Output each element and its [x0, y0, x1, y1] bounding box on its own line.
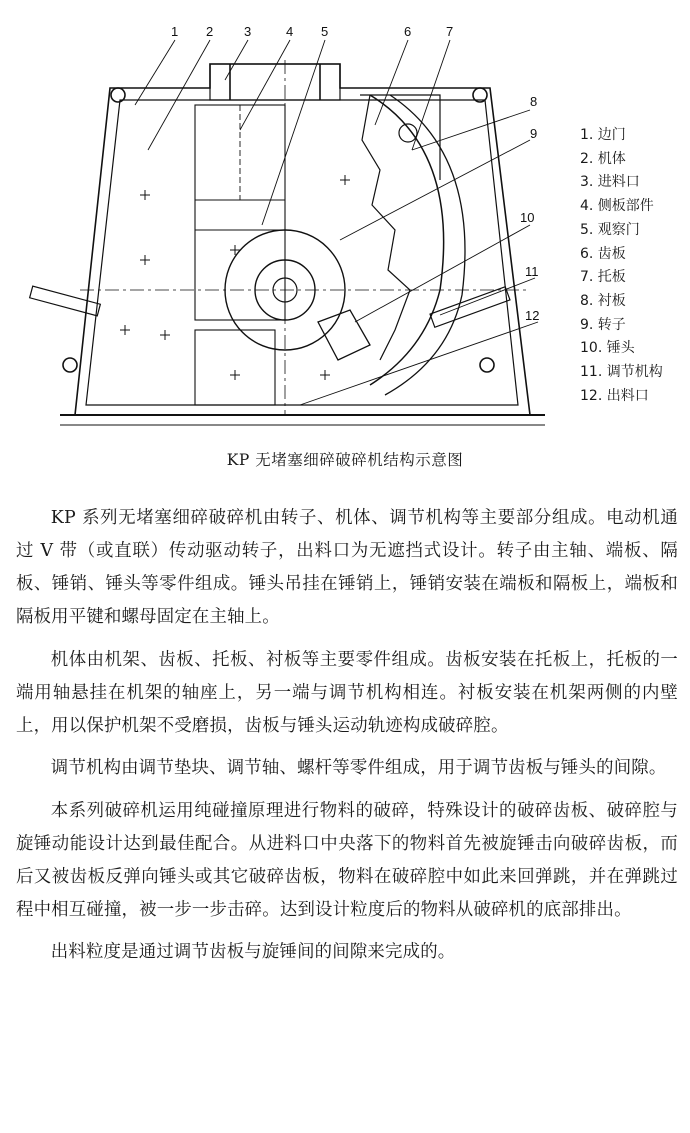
legend-item: 6. 齿板 — [580, 245, 626, 262]
callout-8: 8 — [530, 94, 538, 109]
legend-item: 5. 观察门 — [580, 221, 640, 238]
legend-item: 9. 转子 — [580, 316, 626, 333]
legend-item: 1. 边门 — [580, 127, 626, 143]
paragraph: 调节机构由调节垫块、调节轴、螺杆等零件组成，用于调节齿板与锤头的间隙。 — [50, 758, 667, 778]
toothed-plate — [370, 95, 444, 385]
paragraph: KP 系列无堵塞细碎破碎机由转子、机体、调节机构等主要部分组成。电动机通过 V 带（或直联）传动驱动转子，出料口为无遮挡式设计。转子由主轴、端板、隔板、锤销、锤头等零件组成。锤头吊挂在锤销上，锤销安装在端板和隔板上，端板和隔板用平键和螺母固定在主轴上。 — [16, 508, 678, 627]
callout-5: 5 — [321, 24, 329, 39]
callout-3: 3 — [244, 24, 252, 39]
diagram-caption: KP 无堵塞细碎破碎机结构示意图 — [226, 451, 464, 469]
callout-12: 12 — [525, 308, 540, 323]
legend-item: 2. 机体 — [580, 150, 626, 167]
callout-9: 9 — [530, 126, 538, 141]
legend-item: 10. 锤头 — [580, 340, 635, 357]
legend-item: 8. 衬板 — [580, 292, 626, 309]
callout-11: 11 — [525, 264, 539, 279]
legend-item: 12. 出料口 — [580, 387, 649, 404]
callout-7: 7 — [446, 24, 454, 39]
callout-4: 4 — [286, 24, 294, 39]
parts-legend — [580, 124, 663, 408]
callout-2: 2 — [206, 24, 214, 39]
callout-1: 1 — [171, 24, 179, 39]
paragraph: 本系列破碎机运用纯碰撞原理进行物料的破碎，特殊设计的破碎齿板、破碎腔与旋锤动能设计达到最佳配合。从进料口中央落下的物料首先被旋锤击向破碎齿板，而后又被齿板反弹向锤头或其它破碎齿板，物料在破碎腔中如此来回弹跳，并在弹跳过程中相互碰撞，被一步一步击碎。达到设计粒度后的物料从破碎机的底部排出。 — [16, 800, 678, 920]
paragraph: 机体由机架、齿板、托板、衬板等主要零件组成。齿板安装在托板上，托板的一端用轴悬挂在机架的轴座上，另一端与调节机构相连。衬板安装在机架两侧的内壁上，用以保护机架不受磨损，齿板与锤头运动轨迹构成破碎腔。 — [16, 649, 678, 736]
housing-outline — [75, 64, 530, 415]
callout-10: 10 — [520, 210, 535, 225]
legend-item: 11. 调节机构 — [580, 364, 663, 381]
legend-item: 3. 进料口 — [580, 174, 640, 191]
legend-item: 4. 侧板部件 — [580, 198, 654, 215]
callout-6: 6 — [404, 24, 412, 39]
legend-item: 7. 托板 — [580, 269, 626, 286]
paragraph: 出料粒度是通过调节齿板与旋锤间的间隙来完成的。 — [50, 942, 456, 962]
description-text — [16, 502, 678, 979]
